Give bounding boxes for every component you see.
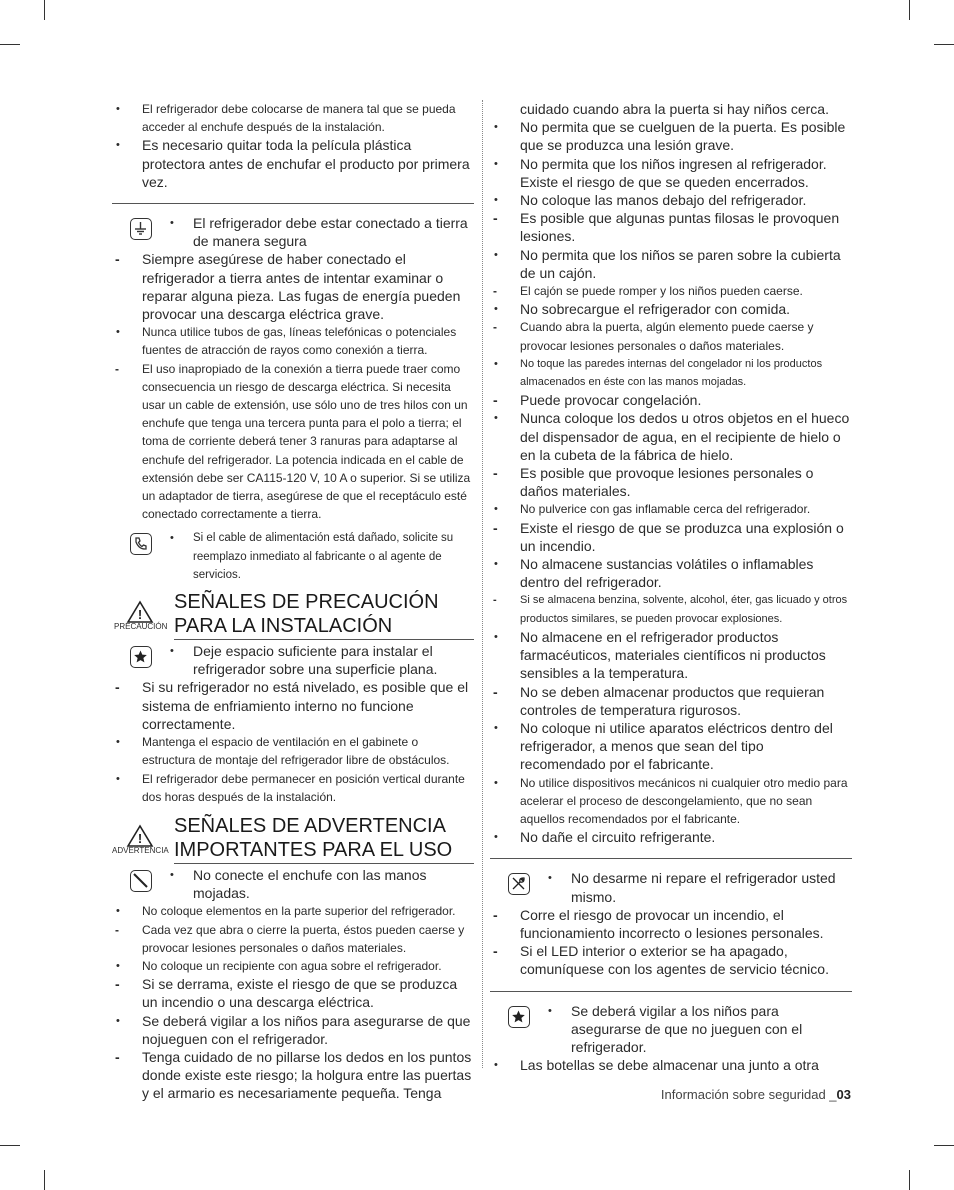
ground-icon <box>130 218 152 240</box>
phone-icon <box>130 533 152 555</box>
list-item: • No permita que se cuelguen de la puerta. Es posible que se produzca una lesión grave. <box>494 119 846 154</box>
repair-lead: • No desarme ni repare el refrigerador usted mismo. <box>548 870 836 905</box>
list-item: • No pulverice con gas inflamable cerca del refrigerador. <box>494 502 811 517</box>
kids-lead: • Se deberá vigilar a los niños para asegurarse de que no jueguen con el refrigerador. <box>548 1002 803 1055</box>
list-item: • No coloque ni utilice aparatos eléctricos dentro del refrigerador, a menos que sean del tipo recomendado por el fabricante. <box>494 719 833 773</box>
list-item: • Las botellas se debe almacenar una junto a otra <box>494 1057 819 1074</box>
list-item: - Si el LED interior o exterior se ha apagado, comuníquese con los agentes de servicio técnico. <box>493 943 829 978</box>
warning-heading <box>112 814 474 862</box>
crop-mark <box>934 44 954 45</box>
warning-items-continued <box>490 100 852 846</box>
list-item: • No dañe el circuito refrigerante. <box>494 829 716 846</box>
precaution-lead: • Deje espacio suficiente para instalar el refrigerador sobre una superficie plana. <box>170 643 438 678</box>
list-item: • Nunca utilice tubos de gas, líneas telefónicas o potenciales fuentes de atracción de rayos como conexión a tierra. <box>116 325 457 358</box>
section-rule <box>112 203 474 204</box>
left-column <box>112 100 474 1103</box>
list-item: • No almacene en el refrigerador productos farmacéuticos, materiales científicos ni productos sensibles a la temperatura. <box>494 628 826 682</box>
list-item: • Mantenga el espacio de ventilación en el gabinete o estructura de montaje del refrigerador libre de obstáculos. <box>116 735 450 768</box>
svg-text:!: ! <box>137 607 143 623</box>
list-item: - Cuando abra la puerta, algún elemento puede caerse y provocar lesiones personales o daños materiales. <box>493 320 814 353</box>
crop-mark <box>909 1170 910 1190</box>
page-number: 03 <box>836 1087 851 1102</box>
list-item: • No permita que los niños se paren sobre la cubierta de un cajón. <box>494 246 841 281</box>
list-item: • Se deberá vigilar a los niños para asegurarse de que nojueguen con el refrigerador. <box>116 1012 471 1047</box>
caution-triangle-icon <box>126 600 154 624</box>
list-item: - Si se derrama, existe el riesgo de que se produzca un incendio o una descarga eléctrica. <box>115 976 458 1011</box>
list-item: • No coloque elementos en la parte superior del refrigerador. <box>116 904 456 919</box>
kids-items <box>490 1056 852 1074</box>
list-item: - No se deben almacenar productos que requieran controles de temperatura rigurosos. <box>493 683 825 718</box>
caution-label: PRECAUCIÓN <box>114 622 168 632</box>
list-item: - El uso inapropiado de la conexión a tierra puede traer como consecuencia un riesgo de descarga eléctrica. Si necesita usar un cable de extensión, use sólo uno de tres hilos con un enchufe que tenga una tercera punta para el polo a tierra; el toma de corriente deberá tener 3 ranuras para adaptarse al enchufe del refrigerador. La potencia indicada en el cable de extensión debe ser CA115-120 V, 10 A o superior. Si se utiliza un adaptador de tierra, asegúrese de que el receptáculo esté conectado correctamente a tierra. <box>115 361 471 522</box>
star-icon <box>130 646 152 668</box>
precaution-items <box>112 678 474 805</box>
crop-mark <box>909 0 910 20</box>
list-item: • El refrigerador debe colocarse de manera tal que se pueda acceder al enchufe después de la instalación. <box>116 102 456 135</box>
prohibition-icon <box>130 870 152 892</box>
phone-notice <box>112 529 474 584</box>
page-footer <box>661 1087 851 1102</box>
list-item: - Cada vez que abra o cierre la puerta, éstos pueden caerse y provocar lesiones personales o daños materiales. <box>115 922 465 955</box>
list-item: - Si su refrigerador no está nivelado, es posible que el sistema de enfriamiento interno no funcione correctamente. <box>115 679 469 732</box>
no-repair-icon <box>508 873 530 895</box>
list-item: • No coloque un recipiente con agua sobre el refrigerador. <box>116 958 442 973</box>
ground-items <box>112 250 474 523</box>
crop-mark <box>44 0 45 20</box>
warning-title: SEÑALES DE ADVERTENCIA IMPORTANTES PARA EL USO <box>174 814 453 861</box>
list-item: • Es necesario quitar toda la película plástica protectora antes de enchufar el producto por primera vez. <box>116 137 470 190</box>
list-item: - Existe el riesgo de que se produzca una explosión o un incendio. <box>493 519 844 554</box>
repair-notice <box>490 869 852 905</box>
crop-mark <box>44 1170 45 1190</box>
precaution-heading <box>112 590 474 638</box>
warning-label: ADVERTENCIA <box>112 845 169 855</box>
warning-items <box>112 902 474 1102</box>
list-item: - Si se almacena benzina, solvente, alcohol, éter, gas licuado y otros productos similares, se pueden provocar explosiones. <box>493 594 848 625</box>
list-item: • No coloque las manos debajo del refrigerador. <box>494 192 807 209</box>
list-item: cuidado cuando abra la puerta si hay niños cerca. <box>520 101 829 117</box>
kids-notice <box>490 1002 852 1057</box>
list-item: - Puede provocar congelación. <box>493 392 702 409</box>
ground-lead: • El refrigerador debe estar conectado a tierra de manera segura <box>170 215 468 250</box>
star-icon <box>508 1006 530 1028</box>
list-item: - Siempre asegúrese de haber conectado el refrigerador a tierra antes de intentar examinar o reparar alguna pieza. Las fugas de energía pueden provocar una descarga eléctrica grave. <box>115 251 461 323</box>
crop-mark <box>0 44 20 45</box>
list-item: • No sobrecargue el refrigerador con comida. <box>494 301 791 318</box>
section-rule <box>490 858 852 859</box>
section-rule <box>490 991 852 992</box>
install-notes <box>112 100 474 191</box>
list-item: • No almacene sustancias volátiles o inflamables dentro del refrigerador. <box>494 556 814 591</box>
list-item: - Tenga cuidado de no pillarse los dedos en los puntos donde existe este riesgo; la holgura entre las puertas y el armario es necesariamente pequeña. Tenga <box>115 1048 472 1102</box>
svg-text:!: ! <box>137 830 143 846</box>
list-item: • No toque las paredes internas del congelador ni los productos almacenados en éste con las manos mojadas. <box>494 357 823 389</box>
list-item: • El refrigerador debe permanecer en posición vertical durante dos horas después de la instalación. <box>116 771 465 804</box>
repair-items <box>490 906 852 979</box>
column-divider <box>482 100 483 1068</box>
phone-note: • Si el cable de alimentación está dañado, solicite su reemplazo inmediato al fabricante o al agente de servicios. <box>170 532 454 581</box>
warning-lead: • No conecte el enchufe con las manos mojadas. <box>170 866 427 902</box>
precaution-title: SEÑALES DE PRECAUCIÓN PARA LA INSTALACIÓN <box>174 591 439 638</box>
right-column <box>490 100 852 1074</box>
list-item: - El cajón se puede romper y los niños pueden caerse. <box>493 284 803 299</box>
list-item: • No utilice dispositivos mecánicos ni cualquier otro medio para acelerar el proceso de descongelamiento, que no sean aquellos recomendados por el fabricante. <box>494 775 848 826</box>
precaution-notice <box>112 642 474 678</box>
crop-mark <box>0 1145 20 1146</box>
warning-notice <box>112 866 474 902</box>
list-item: • No permita que los niños ingresen al refrigerador. Existe el riesgo de que se queden encerrados. <box>494 155 827 190</box>
list-item: - Corre el riesgo de provocar un incendio, el funcionamiento incorrecto o lesiones personales. <box>493 906 824 941</box>
list-item: • Nunca coloque los dedos u otros objetos en el hueco del dispensador de agua, en el recipiente de hielo o en la cubeta de la fábrica de hielo. <box>494 410 850 463</box>
list-item: - Es posible que algunas puntas filosas le provoquen lesiones. <box>493 210 840 245</box>
crop-mark <box>934 1145 954 1146</box>
footer-text: Información sobre seguridad _ <box>660 1087 837 1102</box>
ground-notice <box>112 214 474 250</box>
warning-triangle-icon <box>126 824 154 848</box>
list-item: - Es posible que provoque lesiones personales o daños materiales. <box>493 465 814 500</box>
